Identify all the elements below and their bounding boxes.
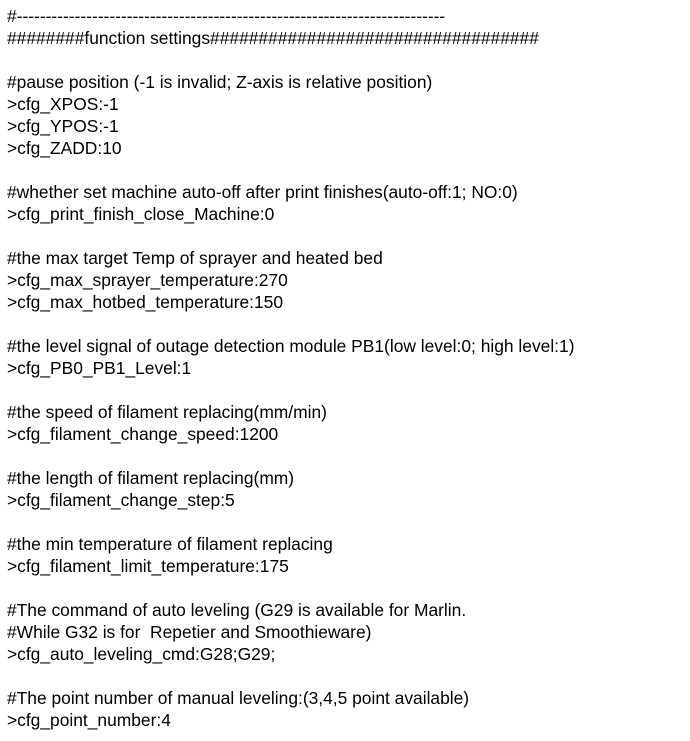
comment-line: #pause position (-1 is invalid; Z-axis is relative position) [7,72,433,92]
config-line: >cfg_YPOS:-1 [7,116,119,136]
config-line: >cfg_auto_leveling_cmd:G28;G29; [7,644,276,664]
blank-line [7,577,683,599]
blank-line [7,49,683,71]
config-line: >cfg_filament_change_step:5 [7,490,235,510]
config-line: >cfg_print_finish_close_Machine:0 [7,204,275,224]
blank-line [7,445,683,467]
config-document [7,5,683,731]
comment-line: #the level signal of outage detection module PB1(low level:0; high level:1) [7,336,575,356]
config-line: >cfg_XPOS:-1 [7,94,119,114]
comment-line: #While G32 is for Repetier and Smoothieware) [7,622,372,642]
config-line: >cfg_filament_limit_temperature:175 [7,556,289,576]
config-line: >cfg_max_hotbed_temperature:150 [7,292,284,312]
comment-line: #the length of filament replacing(mm) [7,468,295,488]
separator-line: #-------------------------------------------------------------------------- [7,6,446,26]
blank-line [7,159,683,181]
comment-line: #the speed of filament replacing(mm/min) [7,402,327,422]
comment-line: #the min temperature of filament replacing [7,534,333,554]
config-line: >cfg_filament_change_speed:1200 [7,424,279,444]
blank-line [7,379,683,401]
comment-line: #The command of auto leveling (G29 is available for Marlin. [7,600,467,620]
config-line: >cfg_point_number:4 [7,710,171,730]
blank-line [7,313,683,335]
comment-line: #whether set machine auto-off after print finishes(auto-off:1; NO:0) [7,182,518,202]
config-line: >cfg_ZADD:10 [7,138,122,158]
config-line: >cfg_max_sprayer_temperature:270 [7,270,288,290]
blank-line [7,511,683,533]
comment-line: #the max target Temp of sprayer and heated bed [7,248,383,268]
blank-line [7,225,683,247]
comment-line: #The point number of manual leveling:(3,4,5 point available) [7,688,470,708]
blank-line [7,665,683,687]
config-line: >cfg_PB0_PB1_Level:1 [7,358,192,378]
section-header: ########function settings################################## [7,28,539,48]
